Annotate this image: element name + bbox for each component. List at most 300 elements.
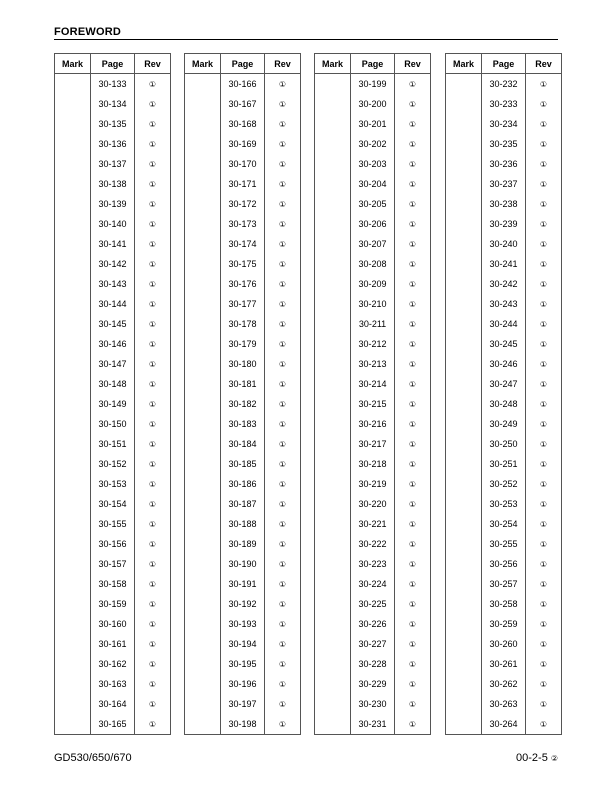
mark-cell (185, 714, 221, 735)
mark-cell (315, 674, 351, 694)
mark-cell (55, 694, 91, 714)
page-cell: 30-181 (221, 374, 265, 394)
page-cell: 30-204 (351, 174, 395, 194)
rev-cell: ① (408, 699, 417, 709)
mark-cell (185, 334, 221, 354)
footer-page-number: 00-2-5 (516, 752, 548, 764)
mark-cell (55, 574, 91, 594)
table-row (446, 594, 562, 614)
rev-cell: ① (408, 299, 417, 309)
rev-cell: ① (539, 259, 548, 269)
rev-cell: ① (278, 279, 287, 289)
table-row (185, 594, 301, 614)
table-row (446, 114, 562, 134)
page-cell: 30-218 (351, 454, 395, 474)
page-cell: 30-196 (221, 674, 265, 694)
page-cell: 30-138 (91, 174, 135, 194)
rev-cell: ① (278, 119, 287, 129)
mark-cell (55, 674, 91, 694)
mark-cell (185, 134, 221, 154)
mark-cell (315, 194, 351, 214)
mark-cell (55, 414, 91, 434)
mark-cell (185, 614, 221, 634)
page-cell: 30-240 (482, 234, 526, 254)
page-cell: 30-172 (221, 194, 265, 214)
mark-cell (315, 254, 351, 274)
table-row (446, 134, 562, 154)
table-row (315, 94, 431, 114)
table-row (55, 334, 171, 354)
table-row (446, 694, 562, 714)
table-row (185, 74, 301, 95)
mark-cell (55, 374, 91, 394)
mark-cell (55, 634, 91, 654)
mark-cell (315, 654, 351, 674)
page-cell: 30-133 (91, 74, 135, 95)
mark-cell (446, 674, 482, 694)
page-cell: 30-156 (91, 534, 135, 554)
page-cell: 30-252 (482, 474, 526, 494)
mark-cell (315, 514, 351, 534)
mark-cell (185, 434, 221, 454)
rev-cell: ① (539, 619, 548, 629)
rev-cell: ① (539, 119, 548, 129)
mark-cell (446, 134, 482, 154)
mark-cell (446, 74, 482, 95)
rev-cell: ① (278, 139, 287, 149)
table-row (446, 334, 562, 354)
table-row (185, 234, 301, 254)
table-row (315, 374, 431, 394)
page-cell: 30-187 (221, 494, 265, 514)
table-row (185, 334, 301, 354)
rev-cell: ① (148, 279, 157, 289)
mark-cell (446, 614, 482, 634)
rev-cell: ① (148, 299, 157, 309)
mark-cell (185, 694, 221, 714)
rev-cell: ① (148, 139, 157, 149)
table-row (446, 74, 562, 95)
page-cell: 30-136 (91, 134, 135, 154)
revision-table (445, 53, 562, 735)
rev-cell: ① (278, 439, 287, 449)
page-cell: 30-253 (482, 494, 526, 514)
table-row (55, 94, 171, 114)
page-cell: 30-211 (351, 314, 395, 334)
page-cell: 30-199 (351, 74, 395, 95)
mark-cell (55, 274, 91, 294)
table-row (185, 194, 301, 214)
rev-cell: ① (408, 679, 417, 689)
mark-cell (315, 454, 351, 474)
page-cell: 30-195 (221, 654, 265, 674)
page-cell: 30-163 (91, 674, 135, 694)
page-cell: 30-229 (351, 674, 395, 694)
table-row (315, 634, 431, 654)
rev-cell: ① (539, 479, 548, 489)
mark-cell (185, 314, 221, 334)
rev-cell: ① (148, 639, 157, 649)
page-cell: 30-215 (351, 394, 395, 414)
rev-cell: ① (278, 679, 287, 689)
mark-cell (185, 174, 221, 194)
rev-cell: ① (148, 439, 157, 449)
table-row (446, 254, 562, 274)
page-cell: 30-144 (91, 294, 135, 314)
rev-cell: ① (539, 639, 548, 649)
page-cell: 30-152 (91, 454, 135, 474)
page-cell: 30-255 (482, 534, 526, 554)
footer-page-rev: ② (550, 754, 558, 763)
rev-cell: ① (278, 79, 287, 89)
mark-cell (185, 474, 221, 494)
page-cell: 30-200 (351, 94, 395, 114)
mark-cell (315, 74, 351, 95)
table-row (185, 494, 301, 514)
table-header-row (185, 54, 301, 74)
table-row (185, 174, 301, 194)
rev-cell: ① (539, 419, 548, 429)
page-cell: 30-185 (221, 454, 265, 474)
table-row (446, 614, 562, 634)
table-row (185, 634, 301, 654)
rev-cell: ① (539, 359, 548, 369)
rev-cell: ① (148, 179, 157, 189)
table-row (185, 434, 301, 454)
table-row (315, 514, 431, 534)
page-cell: 30-154 (91, 494, 135, 514)
table-row (315, 174, 431, 194)
table-row (446, 214, 562, 234)
table-row (315, 594, 431, 614)
page-cell: 30-143 (91, 274, 135, 294)
table-row (446, 454, 562, 474)
table-row (55, 454, 171, 474)
page-cell: 30-158 (91, 574, 135, 594)
page-cell: 30-241 (482, 254, 526, 274)
rev-cell: ① (148, 599, 157, 609)
mark-cell (446, 234, 482, 254)
mark-cell (446, 94, 482, 114)
rev-cell: ① (278, 359, 287, 369)
mark-cell (55, 354, 91, 374)
page-cell: 30-259 (482, 614, 526, 634)
page-cell: 30-175 (221, 254, 265, 274)
page-cell: 30-242 (482, 274, 526, 294)
table-row (185, 294, 301, 314)
page-cell: 30-167 (221, 94, 265, 114)
table-row (446, 674, 562, 694)
rev-cell: ① (408, 519, 417, 529)
rev-cell: ① (278, 699, 287, 709)
rev-column-header: Rev (135, 54, 171, 74)
rev-cell: ① (408, 239, 417, 249)
rev-cell: ① (408, 79, 417, 89)
rev-cell: ① (148, 319, 157, 329)
table-row (315, 714, 431, 735)
rev-cell: ① (278, 399, 287, 409)
mark-cell (185, 494, 221, 514)
table-row (315, 414, 431, 434)
rev-cell: ① (539, 139, 548, 149)
mark-cell (446, 434, 482, 454)
mark-cell (446, 174, 482, 194)
table-row (315, 574, 431, 594)
table-row (55, 534, 171, 554)
page-cell: 30-214 (351, 374, 395, 394)
table-row (185, 114, 301, 134)
table-row (446, 154, 562, 174)
mark-cell (446, 454, 482, 474)
page-cell: 30-227 (351, 634, 395, 654)
table-row (315, 274, 431, 294)
table-row (315, 194, 431, 214)
mark-cell (185, 214, 221, 234)
table-row (55, 254, 171, 274)
page-cell: 30-206 (351, 214, 395, 234)
mark-cell (446, 514, 482, 534)
page-cell: 30-216 (351, 414, 395, 434)
page-cell: 30-191 (221, 574, 265, 594)
rev-cell: ① (408, 479, 417, 489)
page-column-header: Page (221, 54, 265, 74)
page-cell: 30-188 (221, 514, 265, 534)
table-row (315, 114, 431, 134)
table-row (446, 314, 562, 334)
rev-cell: ① (539, 679, 548, 689)
table-row (446, 94, 562, 114)
page-cell: 30-135 (91, 114, 135, 134)
mark-cell (315, 474, 351, 494)
rev-cell: ① (408, 259, 417, 269)
table-row (55, 434, 171, 454)
rev-cell: ① (408, 179, 417, 189)
mark-cell (185, 414, 221, 434)
rev-cell: ① (278, 199, 287, 209)
rev-cell: ① (278, 419, 287, 429)
table-row (185, 554, 301, 574)
page-cell: 30-217 (351, 434, 395, 454)
table-row (55, 274, 171, 294)
page-cell: 30-169 (221, 134, 265, 154)
rev-cell: ① (539, 219, 548, 229)
page-cell: 30-237 (482, 174, 526, 194)
page-cell: 30-233 (482, 94, 526, 114)
table-row (315, 74, 431, 95)
page-cell: 30-153 (91, 474, 135, 494)
page-cell: 30-220 (351, 494, 395, 514)
rev-cell: ① (408, 119, 417, 129)
mark-cell (315, 154, 351, 174)
rev-cell: ① (148, 99, 157, 109)
page-cell: 30-264 (482, 714, 526, 735)
page-cell: 30-246 (482, 354, 526, 374)
page-column-header: Page (351, 54, 395, 74)
table-row (55, 694, 171, 714)
page-cell: 30-251 (482, 454, 526, 474)
rev-cell: ① (539, 699, 548, 709)
table-row (315, 554, 431, 574)
mark-cell (315, 114, 351, 134)
mark-cell (55, 434, 91, 454)
mark-cell (185, 514, 221, 534)
page-cell: 30-222 (351, 534, 395, 554)
mark-cell (185, 194, 221, 214)
mark-cell (55, 594, 91, 614)
page-cell: 30-186 (221, 474, 265, 494)
page-cell: 30-174 (221, 234, 265, 254)
page-cell: 30-212 (351, 334, 395, 354)
rev-cell: ① (148, 719, 157, 729)
page-cell: 30-244 (482, 314, 526, 334)
mark-cell (55, 74, 91, 95)
table-row (185, 154, 301, 174)
page-cell: 30-171 (221, 174, 265, 194)
rev-cell: ① (148, 579, 157, 589)
rev-cell: ① (148, 379, 157, 389)
page-cell: 30-260 (482, 634, 526, 654)
table-row (446, 194, 562, 214)
mark-cell (315, 274, 351, 294)
page-cell: 30-245 (482, 334, 526, 354)
table-row (55, 74, 171, 95)
mark-column-header: Mark (446, 54, 482, 74)
rev-cell: ① (539, 199, 548, 209)
page-cell: 30-151 (91, 434, 135, 454)
page-cell: 30-178 (221, 314, 265, 334)
page-cell: 30-182 (221, 394, 265, 414)
table-row (185, 614, 301, 634)
mark-cell (185, 114, 221, 134)
mark-cell (315, 334, 351, 354)
mark-cell (55, 134, 91, 154)
page-cell: 30-248 (482, 394, 526, 414)
rev-cell: ① (278, 319, 287, 329)
mark-cell (446, 574, 482, 594)
rev-cell: ① (408, 499, 417, 509)
table-row (55, 594, 171, 614)
revision-table (184, 53, 301, 735)
page-cell: 30-261 (482, 654, 526, 674)
rev-cell: ① (539, 319, 548, 329)
mark-cell (185, 454, 221, 474)
rev-cell: ① (539, 379, 548, 389)
mark-cell (55, 654, 91, 674)
table-header-row (315, 54, 431, 74)
table-row (185, 134, 301, 154)
rev-cell: ① (539, 79, 548, 89)
rev-cell: ① (539, 719, 548, 729)
table-row (446, 414, 562, 434)
page-cell: 30-254 (482, 514, 526, 534)
table-row (55, 494, 171, 514)
table-row (55, 374, 171, 394)
mark-cell (315, 214, 351, 234)
table-row (315, 234, 431, 254)
mark-cell (185, 354, 221, 374)
page-cell: 30-192 (221, 594, 265, 614)
rev-cell: ① (278, 459, 287, 469)
page-cell: 30-210 (351, 294, 395, 314)
table-row (446, 234, 562, 254)
rev-cell: ① (539, 539, 548, 549)
table-row (315, 314, 431, 334)
page-cell: 30-208 (351, 254, 395, 274)
mark-cell (55, 234, 91, 254)
table-row (185, 414, 301, 434)
page-cell: 30-238 (482, 194, 526, 214)
rev-cell: ① (148, 359, 157, 369)
table-row (185, 214, 301, 234)
mark-column-header: Mark (185, 54, 221, 74)
page-cell: 30-159 (91, 594, 135, 614)
rev-column-header: Rev (395, 54, 431, 74)
page-cell: 30-194 (221, 634, 265, 654)
rev-cell: ① (148, 619, 157, 629)
mark-column-header: Mark (55, 54, 91, 74)
page-cell: 30-224 (351, 574, 395, 594)
rev-cell: ① (148, 479, 157, 489)
mark-cell (185, 574, 221, 594)
table-row (185, 694, 301, 714)
rev-cell: ① (539, 399, 548, 409)
page-cell: 30-205 (351, 194, 395, 214)
rev-cell: ① (408, 199, 417, 209)
table-row (185, 94, 301, 114)
table-row (55, 654, 171, 674)
table-row (315, 434, 431, 454)
page-cell: 30-207 (351, 234, 395, 254)
page-cell: 30-258 (482, 594, 526, 614)
page-cell: 30-232 (482, 74, 526, 95)
mark-cell (185, 374, 221, 394)
rev-cell: ① (539, 299, 548, 309)
table-row (315, 134, 431, 154)
page-header (54, 26, 558, 40)
table-row (185, 514, 301, 534)
table-row (55, 194, 171, 214)
mark-cell (446, 714, 482, 735)
page-cell: 30-140 (91, 214, 135, 234)
mark-cell (55, 254, 91, 274)
rev-cell: ① (148, 679, 157, 689)
mark-cell (185, 534, 221, 554)
rev-cell: ① (148, 539, 157, 549)
table-row (315, 294, 431, 314)
page-cell: 30-236 (482, 154, 526, 174)
table-row (446, 474, 562, 494)
table-row (446, 354, 562, 374)
mark-cell (55, 514, 91, 534)
table-row (55, 394, 171, 414)
mark-cell (185, 274, 221, 294)
mark-cell (315, 554, 351, 574)
page-cell: 30-160 (91, 614, 135, 634)
page-column-header: Page (91, 54, 135, 74)
rev-cell: ① (539, 339, 548, 349)
mark-cell (446, 214, 482, 234)
mark-cell (315, 314, 351, 334)
rev-cell: ① (278, 519, 287, 529)
mark-cell (185, 634, 221, 654)
page-cell: 30-134 (91, 94, 135, 114)
rev-cell: ① (278, 239, 287, 249)
rev-cell: ① (278, 339, 287, 349)
table-row (185, 354, 301, 374)
rev-cell: ① (148, 499, 157, 509)
table-header-row (55, 54, 171, 74)
mark-cell (315, 634, 351, 654)
